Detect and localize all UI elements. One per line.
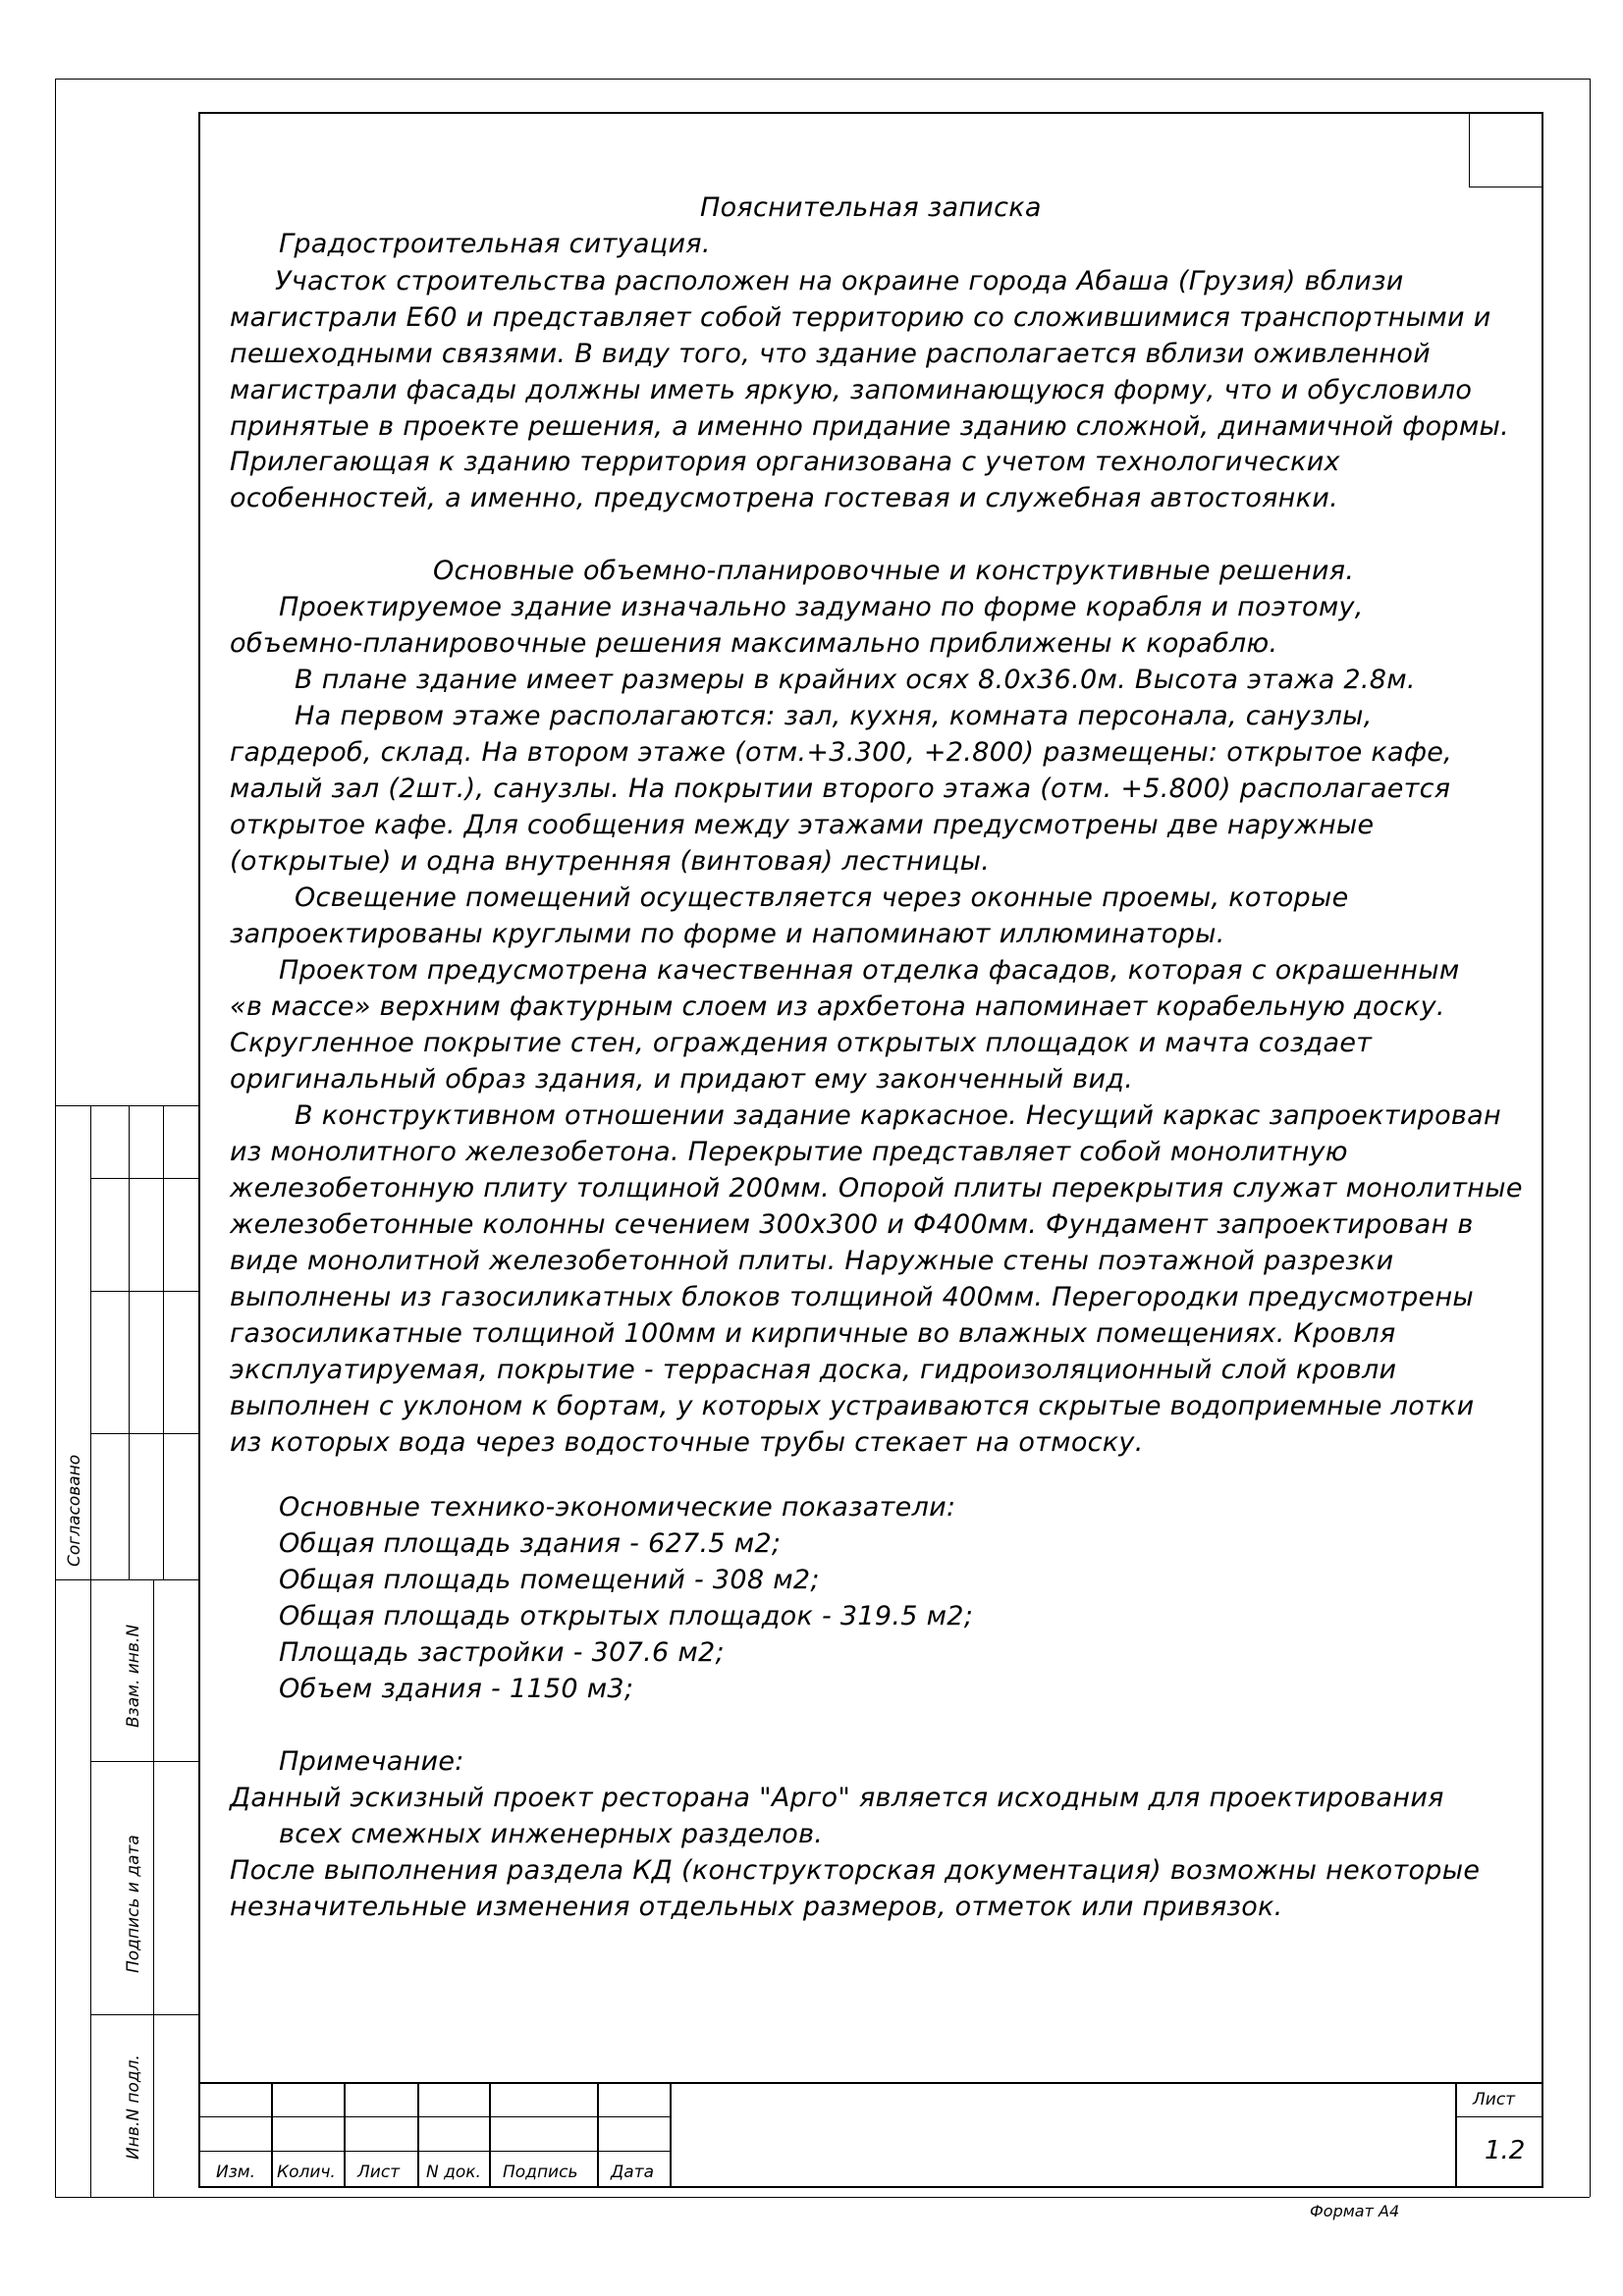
design-line-1: объемно-планировочные решения максимально приближены к кораблю. [230,628,1278,659]
sheet-label: Лист [1473,2090,1516,2109]
header-izm: Изм. [216,2163,255,2182]
header-kolich: Колич. [277,2163,336,2182]
header-n-dok: N док. [426,2163,481,2182]
design-line-17: железобетонные колонны сечением 300х300 и Ф400мм. Фундамент запроектирован в [230,1209,1474,1240]
teps-line-0: Общая площадь здания - 627.5 м2; [279,1528,782,1559]
site-line-0: Участок строительства расположен на окраине города Абаша (Грузия) вблизи [275,266,1404,296]
design-line-11: «в массе» верхним фактурным слоем из архбетона напоминает корабельную доску. [230,991,1445,1022]
side-label-vzam: Взам. инв.N [124,1624,143,1728]
inner-frame-bottom [200,2186,1543,2188]
side-stamp-row3 [90,1433,199,1434]
corner-box-left [1469,112,1470,187]
note-line-2: После выполнения раздела КД (конструкторская документация) возможны некоторые [230,1855,1481,1886]
design-line-8: Освещение помещений осуществляется через оконные проемы, которые [295,882,1349,913]
design-line-9: запроектированы круглыми по форме и напоминают иллюминаторы. [230,919,1225,949]
teps-line-4: Объем здания - 1150 м3; [279,1674,634,1704]
site-line-5: Прилегающая к зданию территория организована с учетом технологических [230,447,1340,477]
design-line-23: из которых вода через водосточные трубы стекает на отмоску. [230,1427,1144,1458]
outer-frame-right [1590,79,1591,2197]
title-block-sheet-divider [1455,2116,1542,2117]
design-line-2: В плане здание имеет размеры в крайних осях 8.0х36.0м. Высота этажа 2.8м. [295,665,1416,695]
inner-frame-left [198,112,200,2188]
design-line-19: выполнены из газосиликатных блоков толщиной 400мм. Перегородки предусмотрены [230,1282,1475,1312]
note-heading: Примечание: [279,1746,464,1777]
side-stamp-col3 [163,1105,164,1579]
design-line-14: В конструктивном отношении задание каркасное. Несущий каркас запроектирован [295,1100,1501,1131]
sheet-number: 1.2 [1485,2136,1526,2165]
design-line-0: Проектируемое здание изначально задумано по форме корабля и поэтому, [279,592,1364,622]
title-block-col1 [271,2082,273,2186]
design-line-10: Проектом предусмотрена качественная отделка фасадов, которая с окрашенным [279,955,1460,986]
teps-line-3: Площадь застройки - 307.6 м2; [279,1637,725,1668]
title-block-col4 [489,2082,491,2186]
inner-frame-right [1542,112,1543,2188]
site-line-6: особенностей, а именно, предусмотрена гостевая и служебная автостоянки. [230,483,1338,513]
design-line-5: малый зал (2шт.), санузлы. На покрытии второго этажа (отм. +5.800) располагается [230,774,1451,804]
inner-frame-top [200,112,1543,114]
side-stamp-row2 [90,1291,199,1292]
outer-frame-top [55,79,1590,80]
site-heading: Градостроительная ситуация. [279,229,711,259]
design-heading: Основные объемно-планировочные и конструктивные решения. [433,556,1355,586]
title-block-col5 [597,2082,599,2186]
title-block-col2 [344,2082,346,2186]
title-block-col6 [670,2082,672,2186]
note-line-3: незначительные изменения отдельных размеров, отметок или привязок. [230,1892,1283,1922]
design-line-22: выполнен с уклоном к бортам, у которых устраиваются скрытые водоприемные лотки [230,1391,1475,1421]
format-label: Формат А4 [1310,2202,1400,2220]
site-line-3: магистрали фасады должны иметь яркую, запоминающуюся форму, что и обусловило [230,375,1473,405]
design-line-16: железобетонную плиту толщиной 200мм. Опорой плиты перекрытия служат монолитные [230,1173,1523,1203]
design-line-3: На первом этаже располагаются: зал, кухня, комната персонала, санузлы, [295,701,1373,731]
header-data: Дата [611,2163,655,2182]
title-block-col3 [417,2082,419,2186]
design-line-15: из монолитного железобетона. Перекрытие представляет собой монолитную [230,1137,1348,1167]
teps-line-2: Общая площадь открытых площадок - 319.5 м2; [279,1601,974,1631]
side-stamp-row6 [90,2014,199,2015]
side-stamp-col-lower [153,1579,154,2197]
outer-frame-left [55,79,56,2197]
teps-line-1: Общая площадь помещений - 308 м2; [279,1565,820,1595]
design-line-7: (открытые) и одна внутренняя (винтовая) лестницы. [230,846,991,877]
site-line-2: пешеходными связями. В виду того, что здание располагается вблизи оживленной [230,339,1431,369]
side-stamp-col2 [129,1105,130,1579]
side-label-inv-podl: Инв.N подл. [124,2055,143,2160]
design-line-4: гардероб, склад. На втором этаже (отм.+3.300, +2.800) размещены: открытое кафе, [230,737,1453,768]
site-line-1: магистрали Е60 и представляет собой территорию со сложившимися транспортными и [230,302,1491,333]
outer-frame-bottom [55,2197,1590,2198]
side-stamp-row4 [55,1579,199,1580]
note-line-0: Данный эскизный проект ресторана "Арго" является исходным для проектирования [230,1783,1444,1813]
side-stamp-row1 [90,1178,199,1179]
teps-heading: Основные технико-экономические показатели: [279,1492,956,1522]
design-line-20: газосиликатные толщиной 100мм и кирпичные во влажных помещениях. Кровля [230,1318,1396,1349]
side-stamp-col1 [90,1105,91,2197]
site-line-4: принятые в проекте решения, а именно придание зданию сложной, динамичной формы. [230,411,1510,442]
design-line-13: оригинальный образ здания, и придают ему законченный вид. [230,1064,1134,1095]
side-label-podpis-data: Подпись и дата [124,1835,143,1973]
side-stamp-top [55,1105,199,1106]
design-line-6: открытое кафе. Для сообщения между этажами предусмотрены две наружные [230,810,1375,840]
title-block-sheet-col [1455,2082,1457,2186]
note-line-1: всех смежных инженерных разделов. [279,1819,824,1849]
title-block-top [200,2082,1543,2084]
page-title: Пояснительная записка [700,192,1042,223]
design-line-18: виде монолитной железобетонной плиты. Наружные стены поэтажной разрезки [230,1246,1394,1276]
side-label-agreed: Согласовано [65,1454,84,1567]
header-podpis: Подпись [503,2163,578,2182]
design-line-12: Скругленное покрытие стен, ограждения открытых площадок и мачта создает [230,1028,1373,1058]
header-list: Лист [357,2163,401,2182]
design-line-21: эксплуатируемая, покрытие - террасная доска, гидроизоляционный слой кровли [230,1355,1397,1385]
side-stamp-row5 [90,1761,199,1762]
